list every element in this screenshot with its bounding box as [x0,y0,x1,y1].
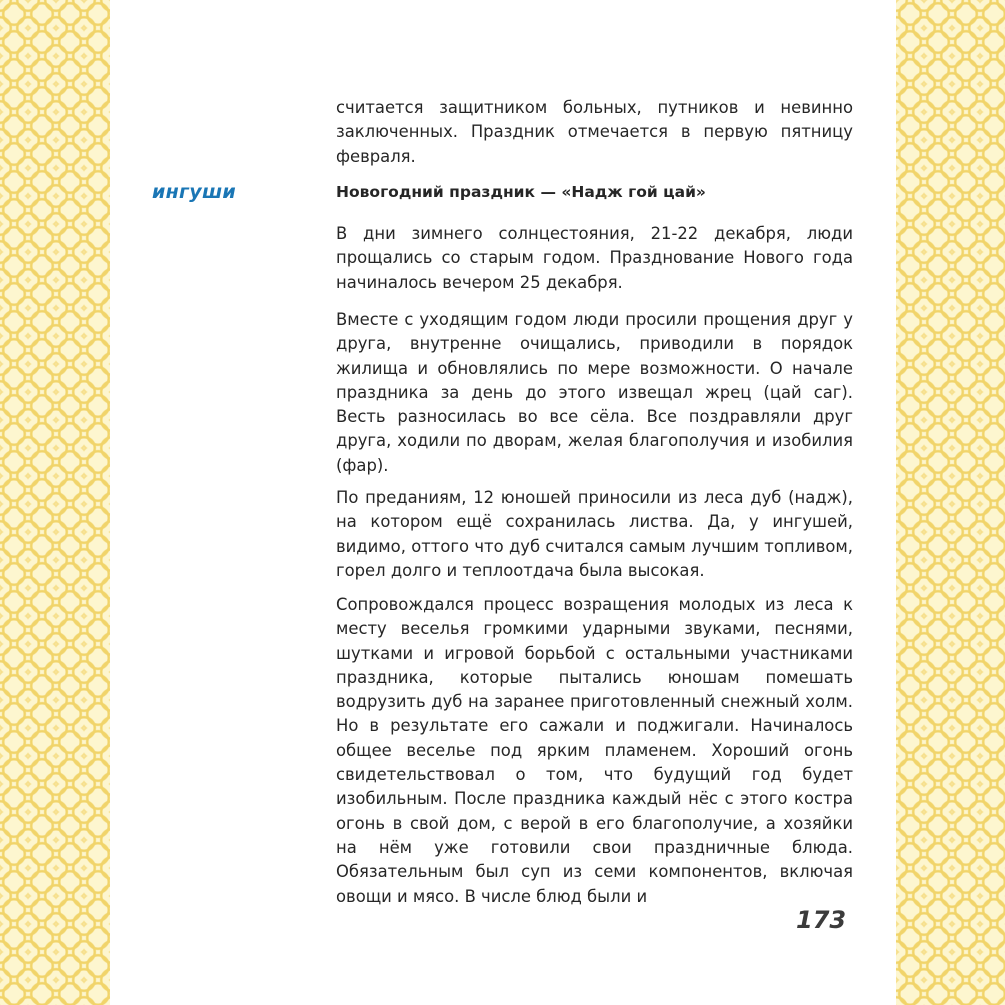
paragraph: В дни зимнего солнцестояния, 21-22 декабря, люди прощались со старым годом. Празднование Нового года начиналось вечером 25 декабря. [336,224,853,292]
section-heading: Новогодний праздник — «Надж гой цай» [336,183,706,201]
paragraph-continuation: считается защитником больных, путников и невинно заключенных. Праздник отмечается в первую пятницу февраля. [336,98,853,166]
ornament-border-left [0,0,110,1005]
paragraph: Вместе с уходящим годом люди просили прощения друг у друга, внутренне очищались, приводили в порядок жилища и обновлялись по мере возможности. О начале праздника за день до этого извещал жрец (цай саг). Весть разносилась во все сёла. Все поздравляли друг друга, ходили по дворам, желая благополучия и изобилия (фар). [336,310,853,475]
ornament-border-right [896,0,1005,1005]
section-people-label: ингуши [152,181,237,203]
paragraph: Сопровождался процесс возращения молодых из леса к месту веселья громкими ударными звуками, песнями, шутками и игровой борьбой с остальными участниками праздника, которые пытались юношам помешать водрузить дуб на заранее приготовленный снежный холм. Но в результате его сажали и поджигали. Начиналось общее веселье под ярким пламенем. Хороший огонь свидетельствовал о том, что будущий год будет изобильным. После праздника каждый нёс с этого костра огонь в свой дом, с верой в его благополучие, а хозяйки на нём уже готовили свои праздничные блюда. Обязательным был суп из семи компонентов, включая овощи и мясо. В числе блюд были и [336,595,853,906]
paragraph: По преданиям, 12 юношей приносили из леса дуб (надж), на котором ещё сохранилась листва. Да, у ингушей, видимо, оттого что дуб считался самым лучшим топливом, горел долго и теплоотдача была высокая. [336,488,853,580]
page-number: 173 [796,906,847,934]
